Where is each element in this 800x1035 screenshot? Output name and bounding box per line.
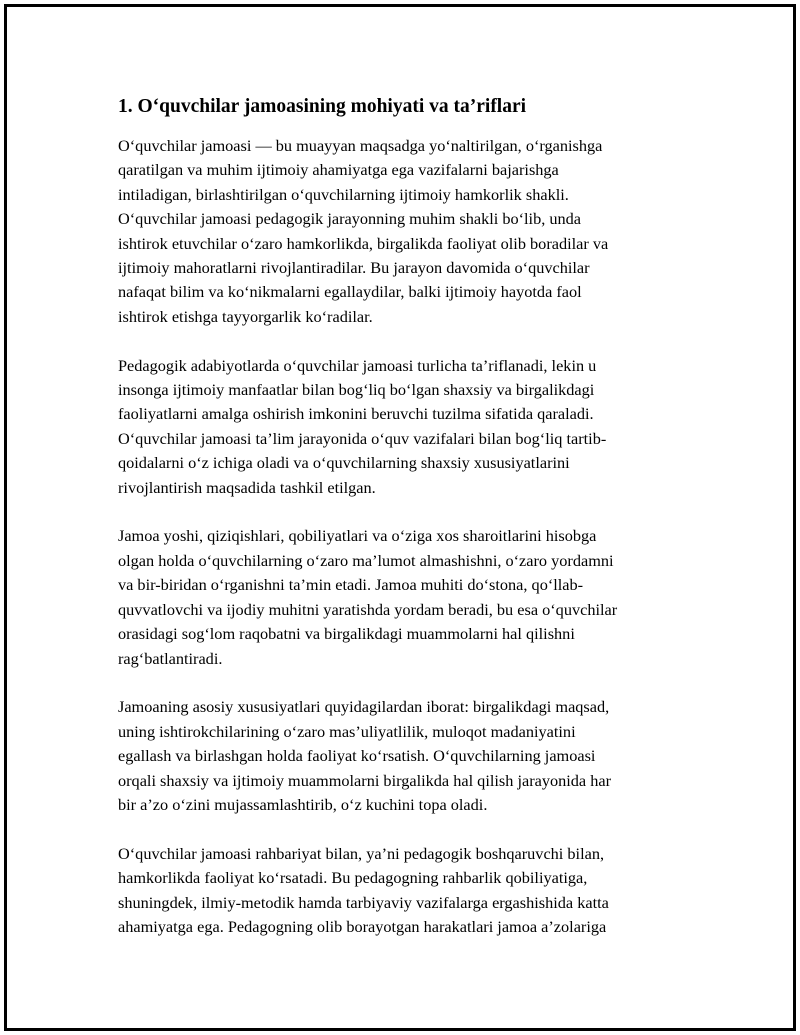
text-line: orasidagi sog‘lom raqobatni va birgalikdagi muammolarni hal qilishni [118, 624, 575, 644]
section-heading: 1. O‘quvchilar jamoasining mohiyati va ta’riflari [118, 96, 527, 117]
text-line: Pedagogik adabiyotlarda o‘quvchilar jamoasi turlicha ta’riflanadi, lekin u [118, 355, 597, 375]
text-line: nafaqat bilim va ko‘nikmalarni egallaydilar, balki ijtimoiy hayotda faol [118, 282, 582, 302]
text-line: qoidalarni o‘z ichiga oladi va o‘quvchilarning shaxsiy xususiyatlarini [118, 453, 570, 473]
text-line: O‘quvchilar jamoasi pedagogik jarayonning muhim shakli bo‘lib, unda [118, 209, 582, 229]
text-line: O‘quvchilar jamoasi ta’lim jarayonida o‘quv vazifalari bilan bog‘liq tartib- [118, 428, 607, 448]
text-line: ishtirok etuvchilar o‘zaro hamkorlikda, birgalikda faoliyat olib boradilar va [118, 233, 609, 253]
text-line: faoliyatlarni amalga oshirish imkonini beruvchi tuzilma sifatida qaraladi. [118, 404, 594, 424]
text-line: orqali shaxsiy va ijtimoiy muammolarni birgalikda hal qilish jarayonida har [118, 770, 612, 790]
text-line: insonga ijtimoiy manfaatlar bilan bog‘liq bo‘lgan shaxsiy va birgalikdagi [118, 380, 595, 400]
paragraph-5 [118, 842, 688, 940]
text-line: rivojlantirish maqsadida tashkil etilgan. [118, 477, 376, 497]
text-line: ahamiyatga ega. Pedagogning olib borayotgan harakatlari jamoa a’zolariga [118, 916, 607, 936]
text-line: uning ishtirokchilarining o‘zaro mas’uliyatlilik, muloqot madaniyatini [118, 721, 576, 741]
text-line: olgan holda o‘quvchilarning o‘zaro ma’lumot almashishni, o‘zaro yordamni [118, 550, 614, 570]
paragraph-2 [118, 354, 688, 500]
text-line: ishtirok etishga tayyorgarlik ko‘radilar. [118, 306, 373, 326]
text-line: rag‘batlantiradi. [118, 648, 223, 668]
text-line: Jamoa yoshi, qiziqishlari, qobiliyatlari va o‘ziga xos sharoitlarini hisobga [118, 526, 597, 546]
text-line: shuningdek, ilmiy-metodik hamda tarbiyaviy vazifalarga ergashishida katta [118, 892, 609, 912]
text-line: O‘quvchilar jamoasi — bu muayyan maqsadga yo‘naltirilgan, o‘rganishga [118, 136, 603, 155]
text-line: ijtimoiy mahoratlarni rivojlantiradilar. Bu jarayon davomida o‘quvchilar [118, 258, 590, 278]
text-line: O‘quvchilar jamoasi rahbariyat bilan, ya’ni pedagogik boshqaruvchi bilan, [118, 843, 605, 863]
text-line: va bir-biridan o‘rganishni ta’min etadi. Jamoa muhiti do‘stona, qo‘llab- [118, 575, 584, 595]
paragraph-1 [118, 134, 688, 329]
text-line: bir a’zo o‘zini mujassamlashtirib, o‘z kuchini topa oladi. [118, 794, 488, 814]
text-line: qaratilgan va muhim ijtimoiy ahamiyatga ega vazifalarni bajarishga [118, 160, 559, 180]
text-line: quvvatlovchi va ijodiy muhitni yaratishda yordam beradi, bu esa o‘quvchilar [118, 599, 618, 619]
text-line: egallash va birlashgan holda faoliyat ko‘rsatish. O‘quvchilarning jamoasi [118, 746, 596, 766]
document-body [118, 94, 688, 964]
text-line: intiladigan, birlashtirilgan o‘quvchilarning ijtimoiy hamkorlik shakli. [118, 184, 569, 204]
text-line: Jamoaning asosiy xususiyatlari quyidagilardan iborat: birgalikdagi maqsad, [118, 697, 610, 717]
paragraph-3 [118, 524, 688, 670]
paragraph-4 [118, 695, 688, 817]
text-line: hamkorlikda faoliyat ko‘rsatadi. Bu pedagogning rahbarlik qobiliyatiga, [118, 868, 588, 888]
